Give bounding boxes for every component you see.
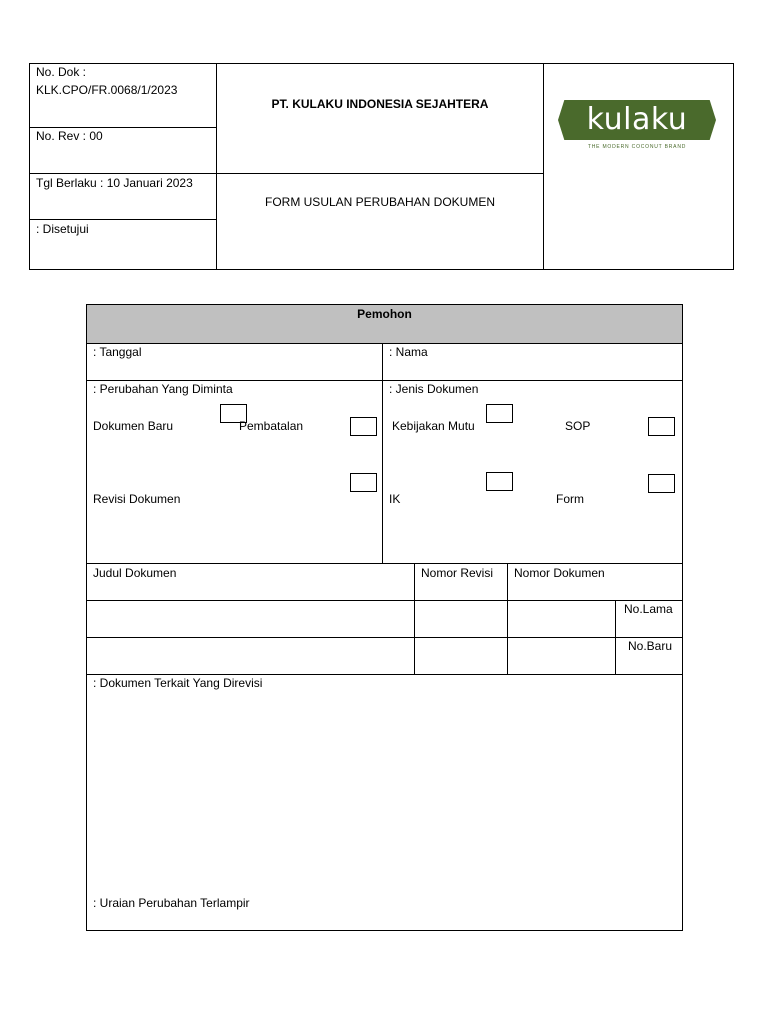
checkbox-ik[interactable] xyxy=(486,472,513,491)
header-divider-right xyxy=(543,63,544,270)
nomor-dokumen-header: Nomor Dokumen xyxy=(514,566,605,580)
disetujui: : Disetujui xyxy=(36,222,89,236)
rule-after-row-1 xyxy=(86,637,683,638)
option-kebijakan-mutu: Kebijakan Mutu xyxy=(392,419,475,433)
option-pembatalan: Pembatalan xyxy=(239,419,304,433)
header-rule-2 xyxy=(29,173,544,174)
option-dokumen-baru: Dokumen Baru xyxy=(93,419,174,433)
logo-tagline: THE MODERN COCONUT BRAND xyxy=(587,144,687,150)
option-ik: IK xyxy=(389,492,401,506)
form-table xyxy=(86,304,683,931)
nomor-revisi-header: Nomor Revisi xyxy=(421,566,494,580)
nama-label: : Nama xyxy=(389,345,428,359)
no-rev: No. Rev : 00 xyxy=(36,129,103,143)
no-lama-label: No.Lama xyxy=(624,602,673,616)
checkbox-form[interactable] xyxy=(648,474,675,493)
no-baru-label: No.Baru xyxy=(628,639,673,653)
no-dok-label: No. Dok : xyxy=(36,65,87,79)
tanggal-label: : Tanggal xyxy=(93,345,142,359)
form-title: FORM USULAN PERUBAHAN DOKUMEN xyxy=(264,195,496,209)
divider-nomor xyxy=(615,600,616,675)
rule-after-options xyxy=(86,563,683,564)
no-dok-value: KLK.CPO/FR.0068/1/2023 xyxy=(36,83,178,97)
divider-judul xyxy=(414,563,415,675)
option-revisi-dokumen: Revisi Dokumen xyxy=(93,492,181,506)
checkbox-sop[interactable] xyxy=(648,417,675,436)
logo-wordmark: kulaku xyxy=(586,102,688,137)
checkbox-kebijakan-mutu[interactable] xyxy=(486,404,513,423)
option-sop: SOP xyxy=(565,419,591,433)
jenis-label: : Jenis Dokumen xyxy=(389,382,479,396)
checkbox-pembatalan[interactable] xyxy=(350,417,377,436)
perubahan-label: : Perubahan Yang Diminta xyxy=(93,382,233,396)
rule-after-table-header xyxy=(86,600,683,601)
kulaku-logo xyxy=(558,98,716,158)
rule-after-header xyxy=(86,343,683,344)
header-rule-3 xyxy=(29,219,217,220)
divider-revisi xyxy=(507,563,508,675)
header-divider-left xyxy=(216,63,217,270)
option-form: Form xyxy=(556,492,584,506)
divider-middle xyxy=(382,343,383,564)
tgl-berlaku: Tgl Berlaku : 10 Januari 2023 xyxy=(36,176,193,190)
company-name: PT. KULAKU INDONESIA SEJAHTERA xyxy=(271,97,489,111)
checkbox-revisi-dokumen[interactable] xyxy=(350,473,377,492)
judul-dokumen-header: Judul Dokumen xyxy=(93,566,177,580)
dokumen-terkait-label: : Dokumen Terkait Yang Direvisi xyxy=(93,676,263,690)
uraian-label: : Uraian Perubahan Terlampir xyxy=(93,896,250,910)
section-title: Pemohon xyxy=(357,307,412,321)
